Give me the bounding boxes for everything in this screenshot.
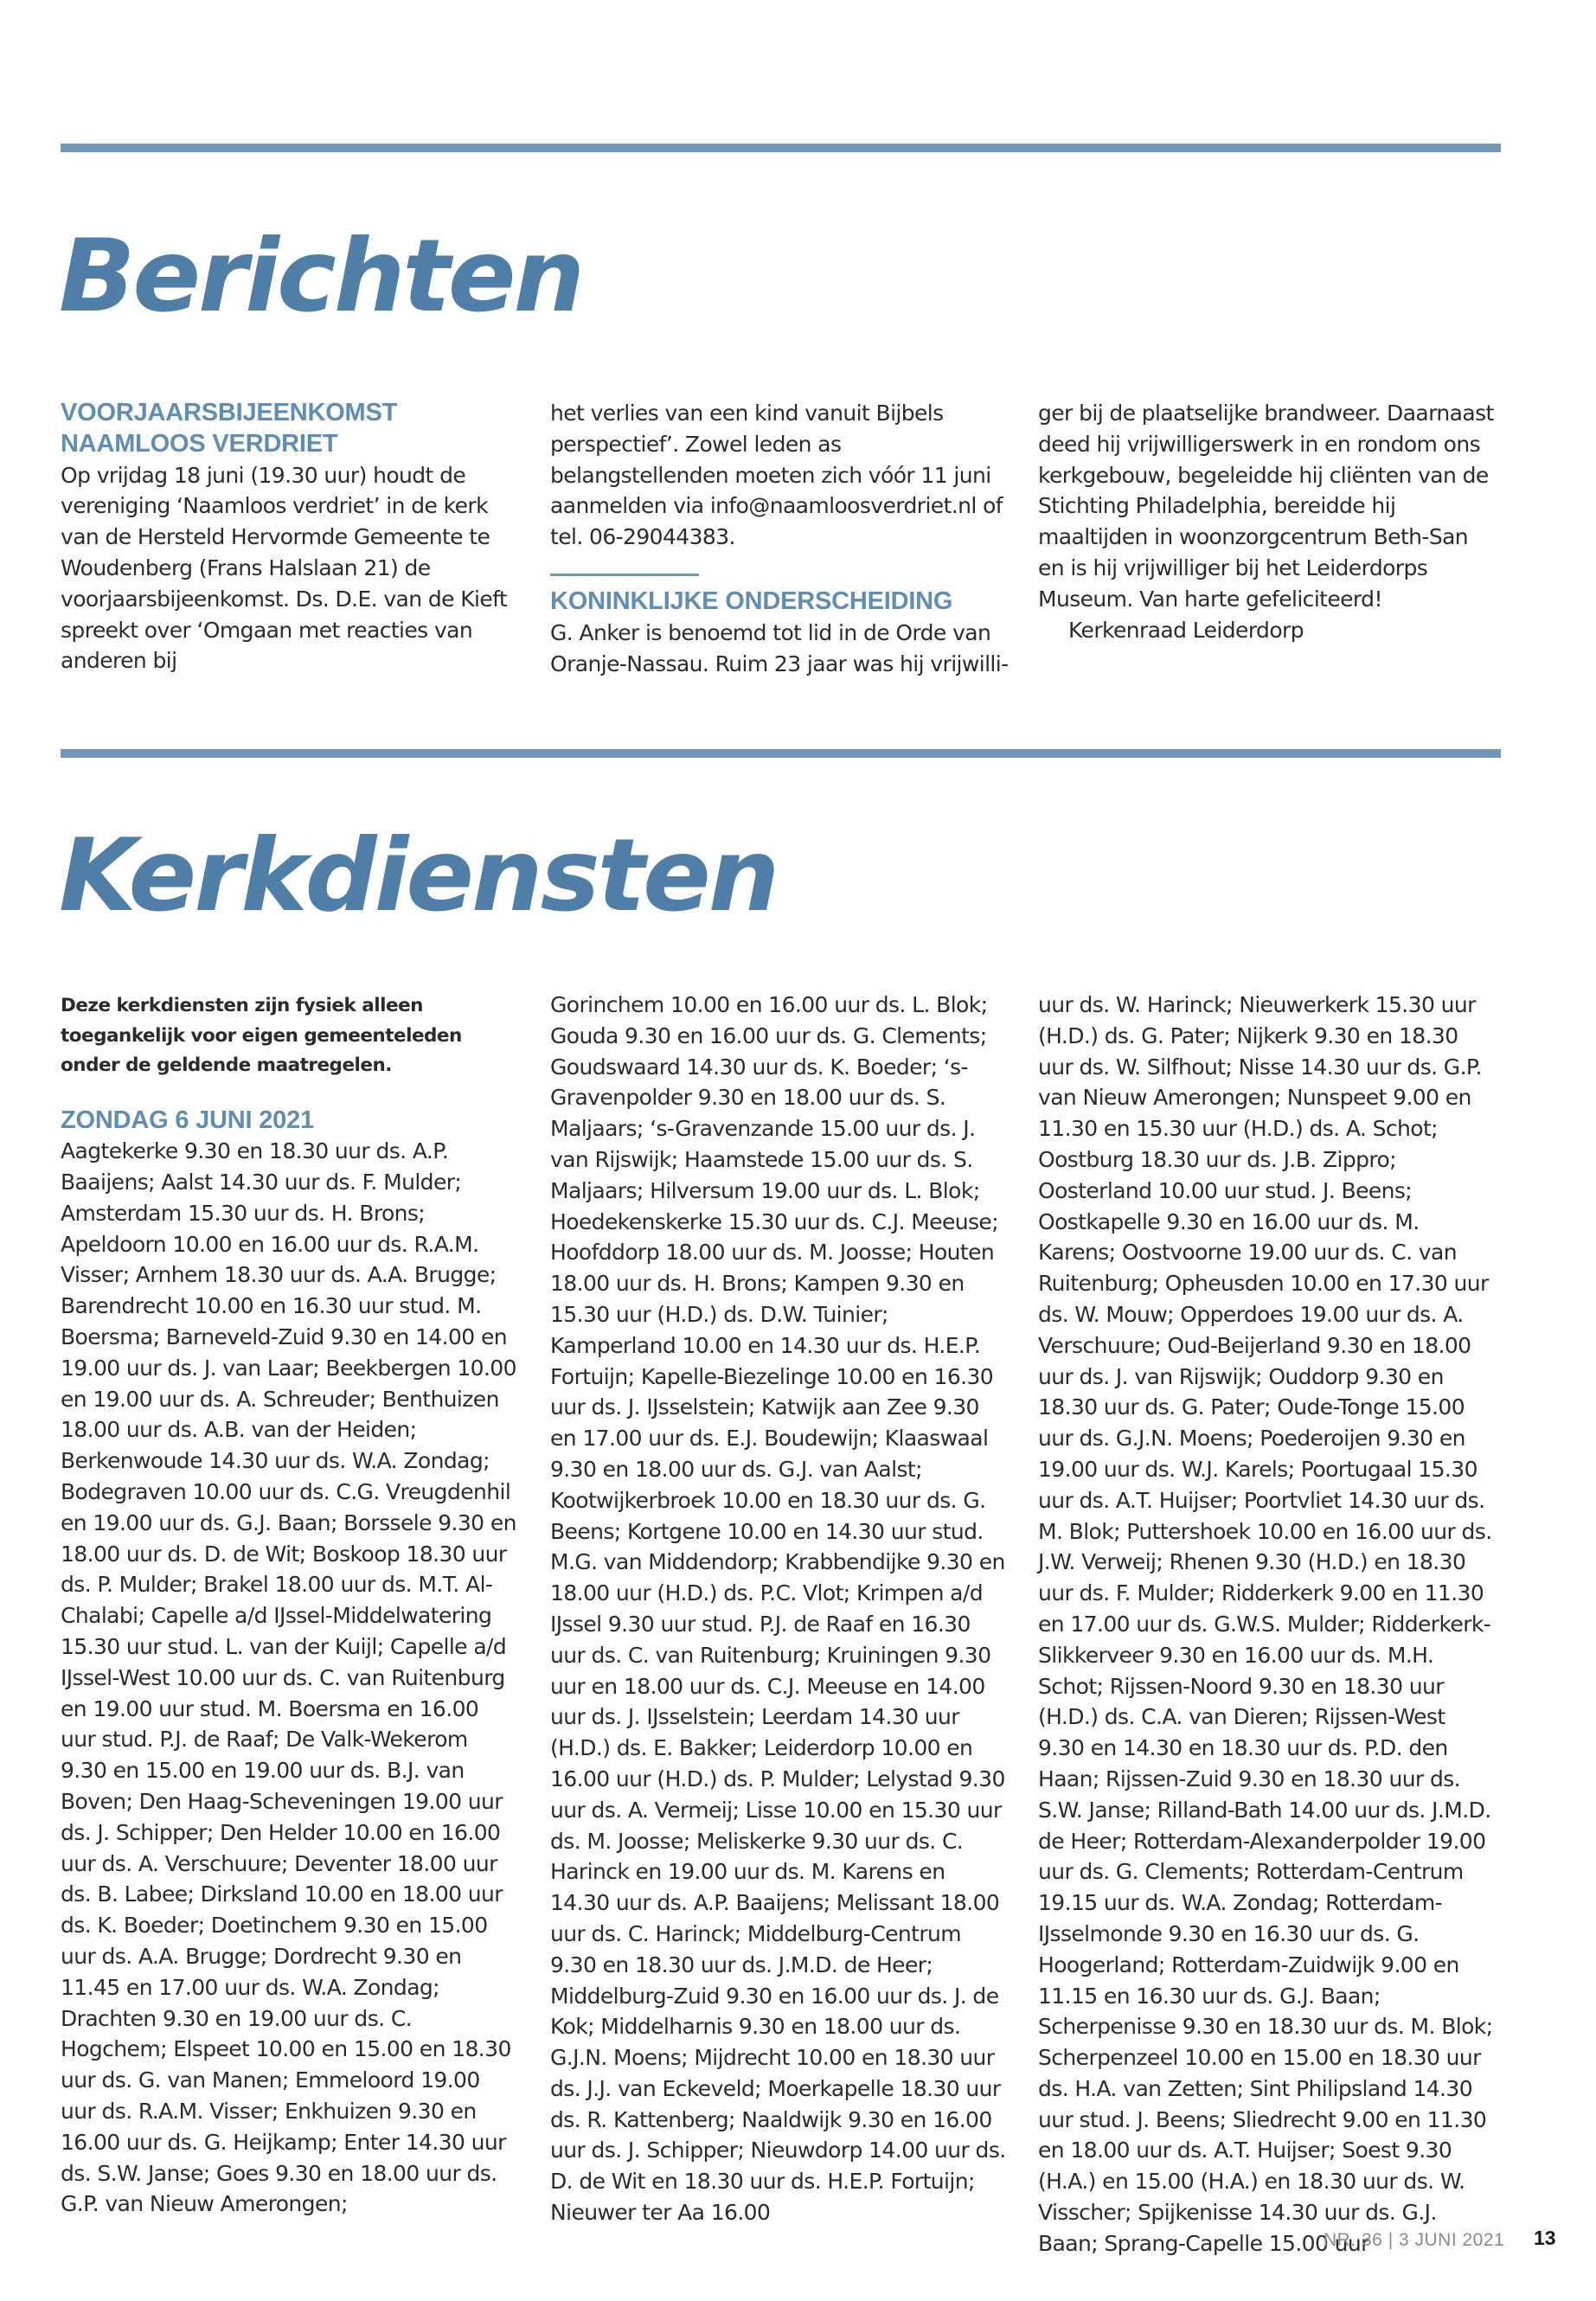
- article-text: het verlies van een kind vanuit Bijbels perspectief’. Zowel leden as belangstellenden moeten zich vóór 11 juni aanmelden via info@naamloosverdriet.nl of tel. 06-29044383.: [550, 401, 1003, 550]
- services-list: Aagtekerke 9.30 en 18.30 uur ds. A.P. Baaijens; Aalst 14.30 uur ds. F. Mulder; Amsterdam 15.30 uur ds. H. Brons; Apeldoorn 10.00 en 16.00 uur ds. R.A.M. Visser; Arnhem 18.30 uur ds. A.A. Brugge; Barendrecht 10.00 en 16.30 uur stud. M. Boersma; Barneveld-Zuid 9.30 en 14.00 en 19.00 uur ds. J. van Laar; Beekbergen 10.00 en 19.00 uur ds. A. Schreuder; Benthuizen 18.00 uur ds. A.B. van der Heiden; Berkenwoude 14.30 uur ds. W.A. Zondag; Bodegraven 10.00 uur ds. C.G. Vreugdenhil en 19.00 uur ds. G.J. Baan; Borssele 9.30 en 18.00 uur ds. D. de Wit; Boskoop 18.30 uur ds. P. Mulder; Brakel 18.00 uur ds. M.T. Al-Chalabi; Capelle a/d IJssel-Middelwatering 15.30 uur stud. L. van der Kuijl; Capelle a/d IJssel-West 10.00 uur ds. C. van Ruitenburg en 19.00 uur stud. M. Boersma en 16.00 uur stud. P.J. de Raaf; De Valk-Wekerom 9.30 en 15.00 en 19.00 uur ds. B.J. van Boven; Den Haag-Scheveningen 19.00 uur ds. J. Schipper; Den Helder 10.00 en 16.00 uur ds. A. Verschuure; Deventer 18.00 uur ds. B. Labee; Dirksland 10.00 en 18.00 uur ds. K. Boeder; Doetinchem 9.30 en 15.00 uur ds. A.A. Brugge; Dordrecht 9.30 en 11.45 en 17.00 uur ds. W.A. Zondag; Drachten 9.30 en 19.00 uur ds. C. Hogchem; Elspeet 10.00 en 15.00 en 18.30 uur ds. G. van Manen; Emmeloord 19.00 uur ds. R.A.M. Visser; Enkhuizen 9.30 en 16.00 uur ds. G. Heijkamp; Enter 14.30 uur ds. S.W. Janse; Goes 9.30 en 18.00 uur ds. G.P. van Nieuw Amerongen;: [61, 1138, 516, 2217]
- section-title-kerkdiensten: Kerkdiensten: [59, 817, 778, 934]
- heading-voorjaarsbijeenkomst: VOORJAARSBIJEENKOMST NAAMLOOS VERDRIET: [61, 399, 398, 458]
- middle-divider: [61, 749, 1501, 758]
- section-title-berichten: Berichten: [59, 218, 583, 335]
- kerkdiensten-column-3: [1038, 990, 1497, 2259]
- signature: Kerkenraad Leiderdorp: [1068, 617, 1304, 643]
- page-number: 13: [1534, 2227, 1556, 2249]
- heading-koninklijke-onderscheiding: KONINKLIJKE ONDERSCHEIDING: [550, 586, 953, 615]
- berichten-column-2: [550, 398, 1009, 679]
- berichten-column-1: [61, 398, 519, 676]
- berichten-column-3: [1038, 398, 1497, 645]
- top-divider: [61, 144, 1501, 152]
- kerkdiensten-column-1: [61, 991, 519, 2220]
- services-list: Gorinchem 10.00 en 16.00 uur ds. L. Blok; Gouda 9.30 en 16.00 uur ds. G. Clements; Goudswaard 14.30 uur ds. K. Boeder; ‘s-Gravenpolder 9.30 en 18.00 uur ds. S. Maljaars; ‘s-Gravenzande 15.00 uur ds. J. van Rijswijk; Haamstede 15.00 uur ds. S. Maljaars; Hilversum 19.00 uur ds. L. Blok; Hoedekenskerke 15.30 uur ds. C.J. Meeuse; Hoofddorp 18.00 uur ds. M. Joosse; Houten 18.00 uur ds. H. Brons; Kampen 9.30 en 15.30 uur (H.D.) ds. D.W. Tuinier; Kamperland 10.00 en 14.30 uur ds. H.E.P. Fortuijn; Kapelle-Biezelinge 10.00 en 16.30 uur ds. J. IJsselstein; Katwijk aan Zee 9.30 en 17.00 uur ds. E.J. Boudewijn; Klaaswaal 9.30 en 18.00 uur ds. G.J. van Aalst; Kootwijkerbroek 10.00 en 18.30 uur ds. G. Beens; Kortgene 10.00 en 14.30 uur stud. M.G. van Middendorp; Krabbendijke 9.30 en 18.00 uur (H.D.) ds. P.C. Vlot; Krimpen a/d IJssel 9.30 uur stud. P.J. de Raaf en 16.30 uur ds. C. van Ruitenburg; Kruiningen 9.30 uur en 18.00 uur ds. C.J. Meeuse en 14.00 uur ds. J. IJsselstein; Leerdam 14.30 uur (H.D.) ds. E. Bakker; Leiderdorp 10.00 en 16.00 uur (H.D.) ds. P. Mulder; Lelystad 9.30 uur ds. A. Vermeij; Lisse 10.00 en 15.30 uur ds. M. Joosse; Meliskerke 9.30 uur ds. C. Harinck en 19.00 uur ds. M. Karens en 14.30 uur ds. A.P. Baaijens; Melissant 18.00 uur ds. C. Harinck; Middelburg-Centrum 9.30 en 18.30 uur ds. J.M.D. de Heer; Middelburg-Zuid 9.30 en 16.00 uur ds. J. de Kok; Middelharnis 9.30 en 18.00 uur ds. G.J.N. Moens; Mijdrecht 10.00 en 18.30 uur ds. J.J. van Eckeveld; Moerkapelle 18.30 uur ds. R. Kattenberg; Naaldwijk 9.30 en 16.00 uur ds. J. Schipper; Nieuwdorp 14.00 uur ds. D. de Wit en 18.30 uur ds. H.E.P. Fortuijn; Nieuwer ter Aa 16.00: [550, 992, 1006, 2226]
- issue-info: NR. 36 | 3 JUNI 2021: [1324, 2230, 1505, 2250]
- kerkdiensten-intro: Deze kerkdiensten zijn fysiek alleen toegankelijk voor eigen gemeenteleden onder de geldende maatregelen.: [61, 995, 462, 1076]
- article-text: Op vrijdag 18 juni (19.30 uur) houdt de vereniging ‘Naamloos verdriet’ in de kerk van de Hersteld Hervormde Gemeente te Woudenberg (Frans Halslaan 21) de voorjaarsbijeenkomst. Ds. D.E. van de Kieft spreekt over ‘Omgaan met reacties van anderen bij: [61, 462, 508, 674]
- article-text: ger bij de plaatselijke brandweer. Daarnaast deed hij vrijwilligerswerk in en rondom ons kerkgebouw, begeleidde hij cliënten van de Stichting Philadelphia, bereidde hij maaltijden in woonzorgcentrum Beth-San en is hij vrijwilliger bij het Leiderdorps Museum. Van harte gefeliciteerd!: [1038, 401, 1494, 612]
- kerkdiensten-column-2: [550, 990, 1009, 2228]
- date-heading: ZONDAG 6 JUNI 2021: [61, 1106, 314, 1134]
- services-list: uur ds. W. Harinck; Nieuwerkerk 15.30 uur (H.D.) ds. G. Pater; Nijkerk 9.30 en 18.30 uur ds. W. Silfhout; Nisse 14.30 uur ds. G.P. van Nieuw Amerongen; Nunspeet 9.00 en 11.30 en 15.30 uur (H.D.) ds. A. Schot; Oostburg 18.30 uur ds. J.B. Zippro; Oosterland 10.00 uur stud. J. Beens; Oostkapelle 9.30 en 16.00 uur ds. M. Karens; Oostvoorne 19.00 uur ds. C. van Ruitenburg; Opheusden 10.00 en 17.30 uur ds. W. Mouw; Opperdoes 19.00 uur ds. A. Verschuure; Oud-Beijerland 9.30 en 18.00 uur ds. J. van Rijswijk; Ouddorp 9.30 en 18.30 uur ds. G. Pater; Oude-Tonge 15.00 uur ds. G.J.N. Moens; Poederoijen 9.30 en 19.00 uur ds. W.J. Karels; Poortugaal 15.30 uur ds. A.T. Huijser; Poortvliet 14.30 uur ds. M. Blok; Puttershoek 10.00 en 16.00 uur ds. J.W. Verweij; Rhenen 9.30 (H.D.) en 18.30 uur ds. F. Mulder; Ridderkerk 9.00 en 11.30 en 17.00 uur ds. G.W.S. Mulder; Ridderkerk-Slikkerveer 9.30 en 16.00 uur ds. M.H. Schot; Rijssen-Noord 9.30 en 18.30 uur (H.D.) ds. C.A. van Dieren; Rijssen-West 9.30 en 14.30 en 18.30 uur ds. P.D. den Haan; Rijssen-Zuid 9.30 en 18.30 uur ds. S.W. Janse; Rilland-Bath 14.00 uur ds. J.M.D. de Heer; Rotterdam-Alexanderpolder 19.00 uur ds. G. Clements; Rotterdam-Centrum 19.15 uur ds. W.A. Zondag; Rotterdam-IJsselmonde 9.30 en 16.30 uur ds. G. Hoogerland; Rotterdam-Zuidwijk 9.00 en 11.15 en 16.30 uur ds. G.J. Baan; Scherpenisse 9.30 en 18.30 uur ds. M. Blok; Scherpenzeel 10.00 en 15.00 en 18.30 uur ds. H.A. van Zetten; Sint Philipsland 14.30 uur stud. J. Beens; Sliedrecht 9.00 en 11.30 en 18.00 uur ds. A.T. Huijser; Soest 9.30 (H.A.) en 15.00 (H.A.) en 18.30 uur ds. W. Visscher; Spijkenisse 14.30 uur ds. G.J. Baan; Sprang-Capelle 15.00 uur: [1038, 992, 1493, 2256]
- small-divider: [550, 574, 699, 576]
- article-text: G. Anker is benoemd tot lid in de Orde van Oranje-Nassau. Ruim 23 jaar was hij vrijwilli-: [550, 619, 1009, 676]
